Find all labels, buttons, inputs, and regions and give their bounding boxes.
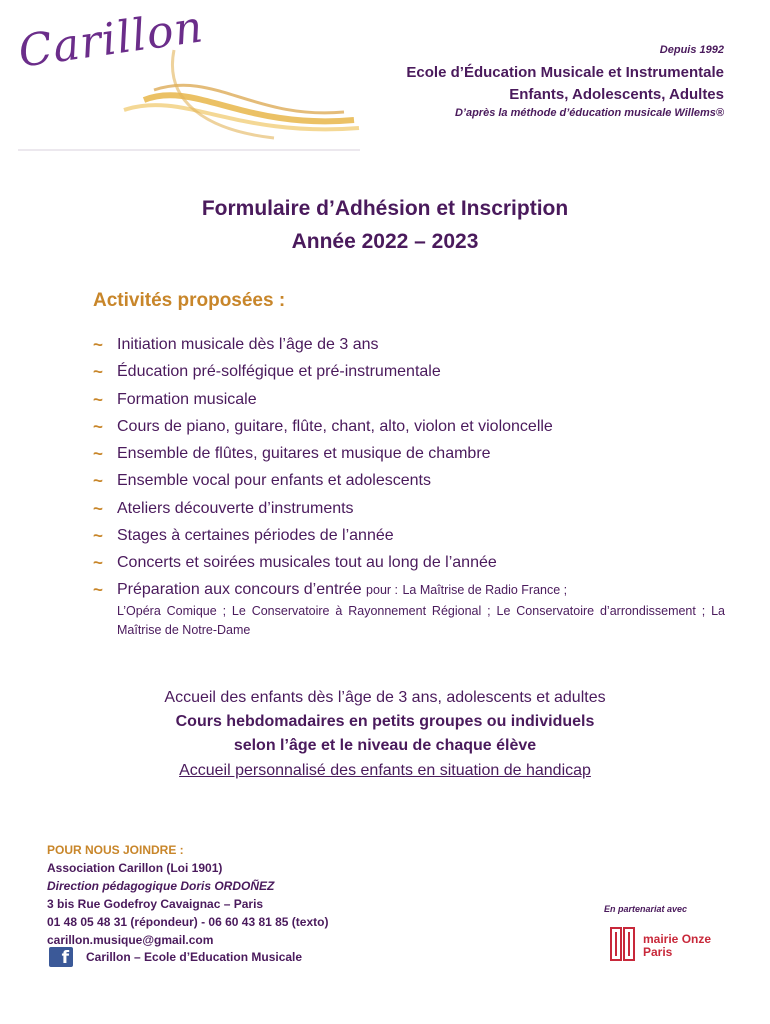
founded-year: Depuis 1992 bbox=[659, 44, 724, 56]
tilde-bullet-icon: ~ bbox=[93, 553, 103, 573]
association-name: Association Carillon (Loi 1901) bbox=[47, 861, 223, 875]
list-item: ~ Cours de piano, guitare, flûte, chant, alto, violon et violoncelle bbox=[93, 413, 725, 440]
facebook-icon[interactable]: f bbox=[49, 947, 73, 967]
direction-line: Direction pédagogique Doris ORDOÑEZ bbox=[47, 879, 275, 893]
courses-line: Cours hebdomadaires en petits groupes ou individuels bbox=[175, 713, 595, 730]
form-year: Année 2022 – 2023 bbox=[291, 230, 479, 253]
activities-list bbox=[93, 331, 725, 640]
tilde-bullet-icon: ~ bbox=[93, 416, 103, 436]
contact-heading: POUR NOUS JOINDRE : bbox=[47, 843, 184, 857]
list-item: ~ Formation musicale bbox=[93, 386, 725, 413]
tilde-bullet-icon: ~ bbox=[93, 471, 103, 491]
tilde-bullet-icon: ~ bbox=[93, 389, 103, 409]
list-item: ~ Ensemble de flûtes, guitares et musique de chambre bbox=[93, 440, 725, 467]
tilde-bullet-icon: ~ bbox=[93, 498, 103, 518]
tilde-bullet-icon: ~ bbox=[93, 444, 103, 464]
tilde-bullet-icon: ~ bbox=[93, 579, 103, 599]
welcome-line: Accueil des enfants dès l’âge de 3 ans, adolescents et adultes bbox=[164, 689, 606, 706]
courses-line-2: selon l’âge et le niveau de chaque élève bbox=[233, 737, 537, 754]
address-line: 3 bis Rue Godefroy Cavaignac – Paris bbox=[47, 897, 264, 911]
audience-line: Enfants, Adolescents, Adultes bbox=[509, 86, 724, 103]
list-item: ~ Ateliers découverte d’instruments bbox=[93, 495, 725, 522]
form-title: Formulaire d’Adhésion et Inscription bbox=[201, 197, 569, 220]
facebook-page-link[interactable]: Carillon – Ecole d’Education Musicale bbox=[86, 950, 303, 964]
tilde-bullet-icon: ~ bbox=[93, 335, 103, 354]
tilde-bullet-icon: ~ bbox=[93, 362, 103, 382]
competitions-continuation: L’Opéra Comique ; Le Conservatoire à Rayonnement Régional ; Le Conservatoire d’arrondissement ; La Maîtrise de Notre-Dame bbox=[117, 603, 725, 637]
list-item: ~ Initiation musicale dès l’âge de 3 ans bbox=[93, 331, 725, 358]
mairie-name: mairie Onze Paris bbox=[643, 932, 712, 959]
email-link[interactable]: carillon.musique@gmail.com bbox=[47, 933, 214, 947]
logo-wordmark: Carillon bbox=[15, 1, 207, 78]
mairie-11-logo-icon bbox=[610, 926, 636, 962]
tilde-bullet-icon: ~ bbox=[93, 526, 103, 546]
partner-label: En partenariat avec bbox=[604, 904, 688, 914]
phone-line: 01 48 05 48 31 (répondeur) - 06 60 43 81 85 (texto) bbox=[47, 915, 329, 929]
activities-heading: Activités proposées : bbox=[93, 290, 286, 311]
handicap-line: Accueil personnalisé des enfants en situation de handicap bbox=[179, 762, 591, 779]
list-item: ~ Ensemble vocal pour enfants et adolescents bbox=[93, 467, 725, 494]
school-name: Ecole d’Éducation Musicale et Instrumentale bbox=[406, 64, 724, 81]
method-line: D’après la méthode d’éducation musicale Willems® bbox=[454, 107, 724, 119]
list-item-competitions: ~ Préparation aux concours d’entrée pour : La Maîtrise de Radio France ; L’Opéra Comique ; Le Conservatoire à Rayonnement Régional ; Le Conservatoire d’arrondissement ; La Maîtrise de Notre-Dame bbox=[93, 577, 725, 640]
list-item: ~ Stages à certaines périodes de l’année bbox=[93, 522, 725, 549]
list-item: ~ Éducation pré-solfégique et pré-instrumentale bbox=[93, 358, 725, 385]
list-item: ~ Concerts et soirées musicales tout au long de l’année bbox=[93, 549, 725, 576]
